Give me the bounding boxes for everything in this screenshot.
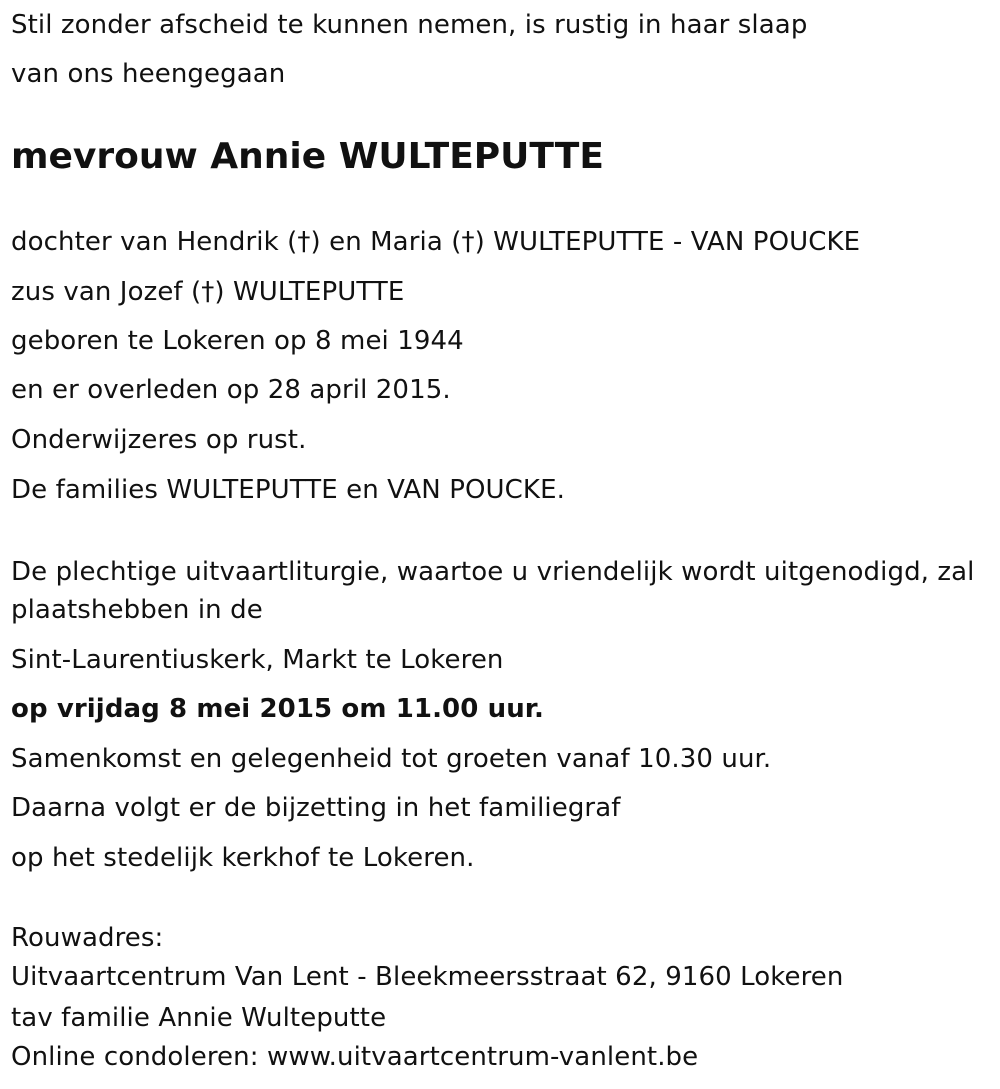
address-attention-line: tav familie Annie Wulteputte <box>11 1003 387 1033</box>
burial-line: Daarna volgt er de bijzetting in het familiegraf <box>11 793 621 823</box>
church-line: Sint-Laurentiuskerk, Markt te Lokeren <box>11 645 504 675</box>
families-line: De families WULTEPUTTE en VAN POUCKE. <box>11 475 565 505</box>
address-line: Uitvaartcentrum Van Lent - Bleekmeersstraat 62, 9160 Lokeren <box>11 962 844 992</box>
cemetery-line: op het stedelijk kerkhof te Lokeren. <box>11 843 475 873</box>
address-label: Rouwadres: <box>11 923 164 953</box>
funeral-location-intro: plaatshebben in de <box>11 595 263 625</box>
intro-line-1: Stil zonder afscheid te kunnen nemen, is rustig in haar slaap <box>11 10 808 40</box>
deceased-name: mevrouw Annie WULTEPUTTE <box>11 136 604 177</box>
funeral-date-line: op vrijdag 8 mei 2015 om 11.00 uur. <box>11 694 544 724</box>
condolence-line: Online condoleren: www.uitvaartcentrum-vanlent.be <box>11 1042 699 1072</box>
family-line-sibling: zus van Jozef (†) WULTEPUTTE <box>11 277 405 307</box>
family-line-parents: dochter van Hendrik (†) en Maria (†) WULTEPUTTE - VAN POUCKE <box>11 227 861 257</box>
death-line: en er overleden op 28 april 2015. <box>11 375 451 405</box>
occupation-line: Onderwijzeres op rust. <box>11 425 307 455</box>
funeral-invitation-line: De plechtige uitvaartliturgie, waartoe u vriendelijk wordt uitgenodigd, zal <box>11 557 975 587</box>
birth-line: geboren te Lokeren op 8 mei 1944 <box>11 326 464 356</box>
intro-line-2: van ons heengegaan <box>11 59 286 89</box>
gathering-line: Samenkomst en gelegenheid tot groeten vanaf 10.30 uur. <box>11 744 772 774</box>
